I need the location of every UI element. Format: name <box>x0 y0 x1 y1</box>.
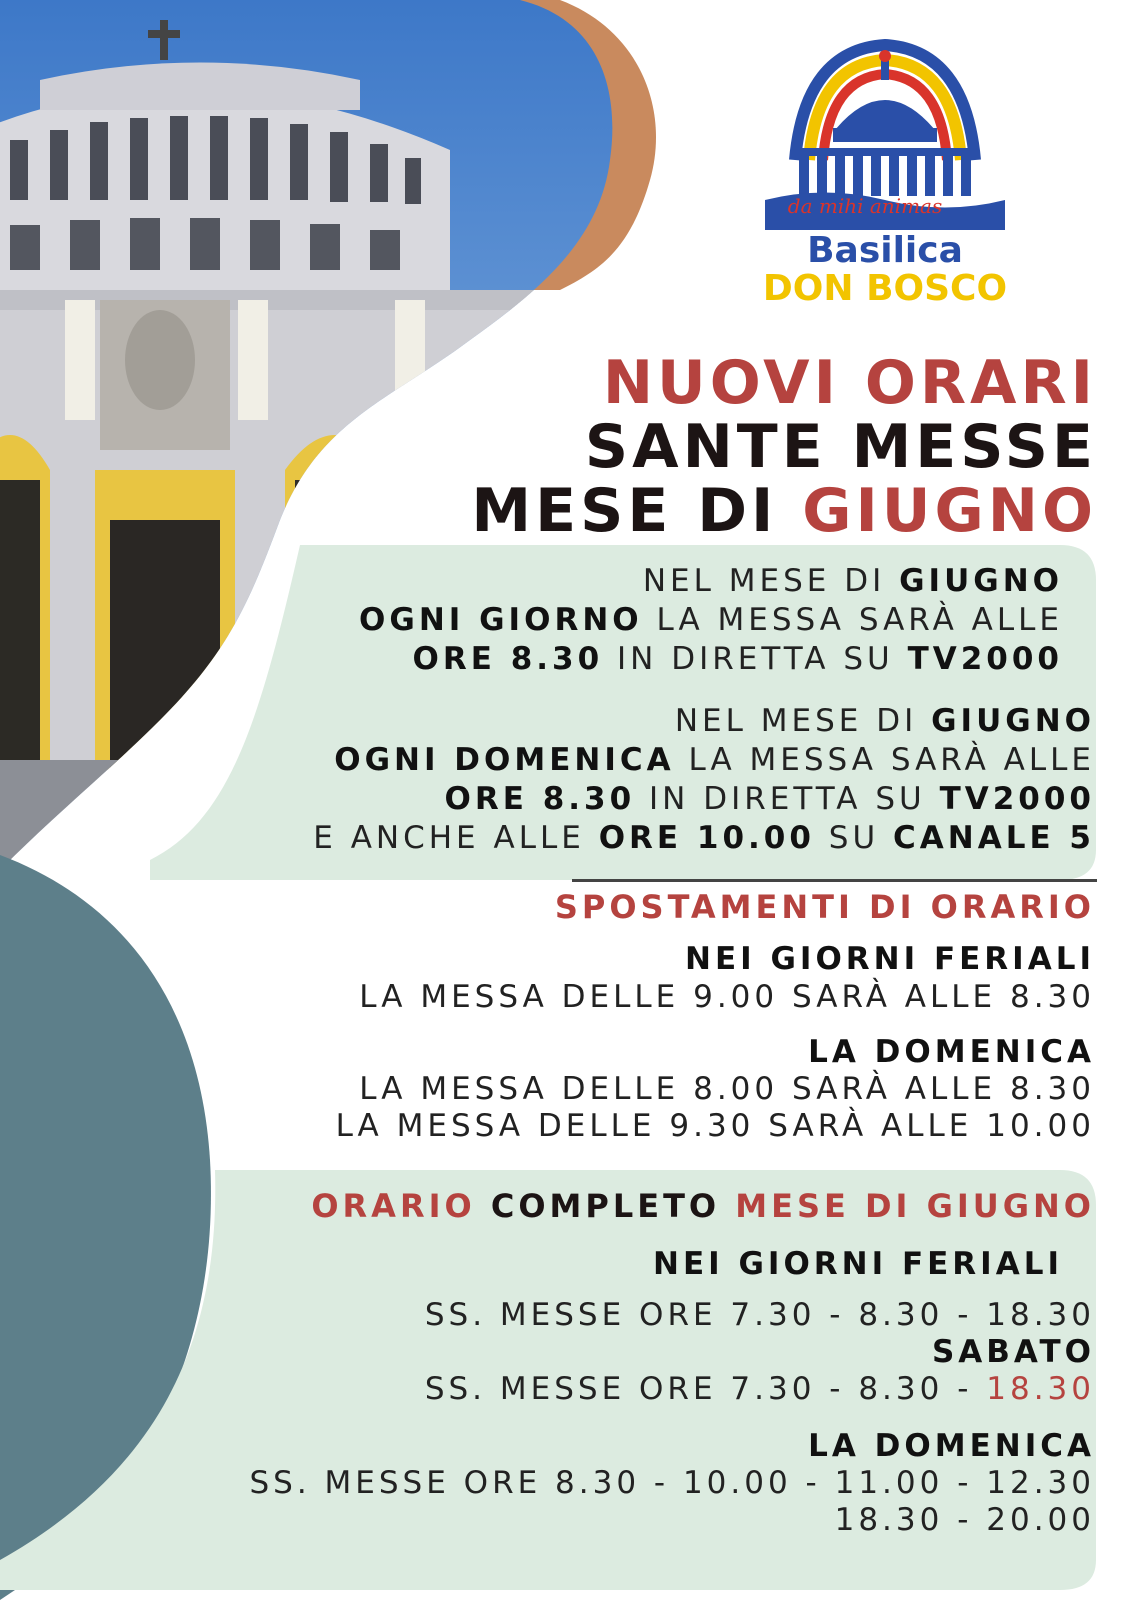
section-divider <box>572 879 1097 882</box>
spostamenti-domenica-label <box>808 1033 1095 1071</box>
tv-p1-l2-a: OGNI GIORNO <box>359 602 643 638</box>
basilica-dome-logo-icon <box>765 30 1005 230</box>
tv-p1-l2-b: LA MESSA SARÀ ALLE <box>642 602 1063 638</box>
logo-motto: da mihi animas <box>787 194 943 218</box>
tv-p1-line-2 <box>359 601 1063 639</box>
tv-p1-l3-c: TV2000 <box>907 641 1063 677</box>
completo-domenica-label <box>808 1427 1095 1465</box>
completo-domenica-line-2: 18.30 - 20.00 <box>834 1502 1095 1538</box>
spostamenti-domenica-line-1: LA MESSA DELLE 8.00 SARÀ ALLE 8.30 <box>359 1071 1095 1107</box>
tv-p2-line-3 <box>445 780 1096 818</box>
tv-p2-l2-a: OGNI DOMENICA <box>334 742 675 778</box>
tv-p1-line-3 <box>413 640 1064 678</box>
completo-feriali-line: SS. MESSE ORE 7.30 - 8.30 - 18.30 <box>424 1297 1095 1333</box>
completo-sabato-line <box>425 1370 1095 1408</box>
basilica-logo <box>755 30 1015 330</box>
completo-sabato-line-a: SS. MESSE ORE 7.30 - 8.30 - <box>424 1371 987 1407</box>
tv-p2-line-1 <box>675 702 1095 740</box>
title-line-3-b: GIUGNO <box>802 476 1097 546</box>
tv-p2-l4-b: ORE 10.00 <box>598 820 815 856</box>
tv-p2-l4-c: SU <box>814 820 894 856</box>
tv-p1-line-1 <box>643 562 1063 600</box>
completo-sabato-label <box>932 1333 1095 1371</box>
spostamenti-feriali-line: LA MESSA DELLE 9.00 SARÀ ALLE 8.30 <box>359 979 1095 1015</box>
tv-p1-l1-b: GIUGNO <box>899 563 1063 599</box>
spostamenti-domenica-label-text: LA DOMENICA <box>808 1034 1095 1070</box>
completo-heading-a: ORARIO <box>311 1187 476 1225</box>
tv-p2-l3-b: IN DIRETTA SU <box>635 781 940 817</box>
completo-heading-c: MESE DI GIUGNO <box>735 1187 1095 1225</box>
tv-p1-l1-a: NEL MESE DI <box>642 563 900 599</box>
logo-name-don-bosco: DON BOSCO <box>762 268 1008 309</box>
completo-feriali-label <box>653 1245 1063 1283</box>
spostamenti-domenica-line-2: LA MESSA DELLE 9.30 SARÀ ALLE 10.00 <box>335 1108 1095 1144</box>
spostamenti-feriali-label-text: NEI GIORNI FERIALI <box>685 941 1095 977</box>
tv-p2-l1-a: NEL MESE DI <box>674 703 932 739</box>
tv-p2-l1-b: GIUGNO <box>931 703 1095 739</box>
tv-p2-line-4 <box>313 819 1095 857</box>
logo-name-basilica: Basilica <box>807 230 963 271</box>
completo-sabato-label-text: SABATO <box>931 1334 1095 1370</box>
tv-p2-l4-d: CANALE 5 <box>893 820 1095 856</box>
tv-p2-l3-c: TV2000 <box>939 781 1095 817</box>
completo-heading-b: COMPLETO <box>475 1187 736 1225</box>
tv-p2-l3-a: ORE 8.30 <box>444 781 636 817</box>
completo-sabato-line-b: 18.30 <box>986 1371 1095 1407</box>
tv-p2-line-2 <box>334 741 1095 779</box>
spostamenti-heading: SPOSTAMENTI DI ORARIO <box>554 888 1095 926</box>
spostamenti-feriali-label <box>685 940 1095 978</box>
title-line-1: NUOVI ORARI <box>602 348 1097 418</box>
title-line-2: SANTE MESSE <box>584 412 1097 482</box>
tv-p2-l2-b: LA MESSA SARÀ ALLE <box>674 742 1095 778</box>
completo-feriali-label-text: NEI GIORNI FERIALI <box>653 1246 1063 1282</box>
tv-p2-l4-a: E ANCHE ALLE <box>313 820 599 856</box>
completo-heading <box>311 1187 1095 1225</box>
tv-p1-l3-b: IN DIRETTA SU <box>603 641 908 677</box>
completo-domenica-line-1: SS. MESSE ORE 8.30 - 10.00 - 11.00 - 12.30 <box>249 1465 1095 1501</box>
completo-domenica-label-text: LA DOMENICA <box>808 1428 1095 1464</box>
title-line-3 <box>471 476 1097 546</box>
title-line-3-a: MESE DI <box>471 476 803 546</box>
tv-p1-l3-a: ORE 8.30 <box>412 641 604 677</box>
